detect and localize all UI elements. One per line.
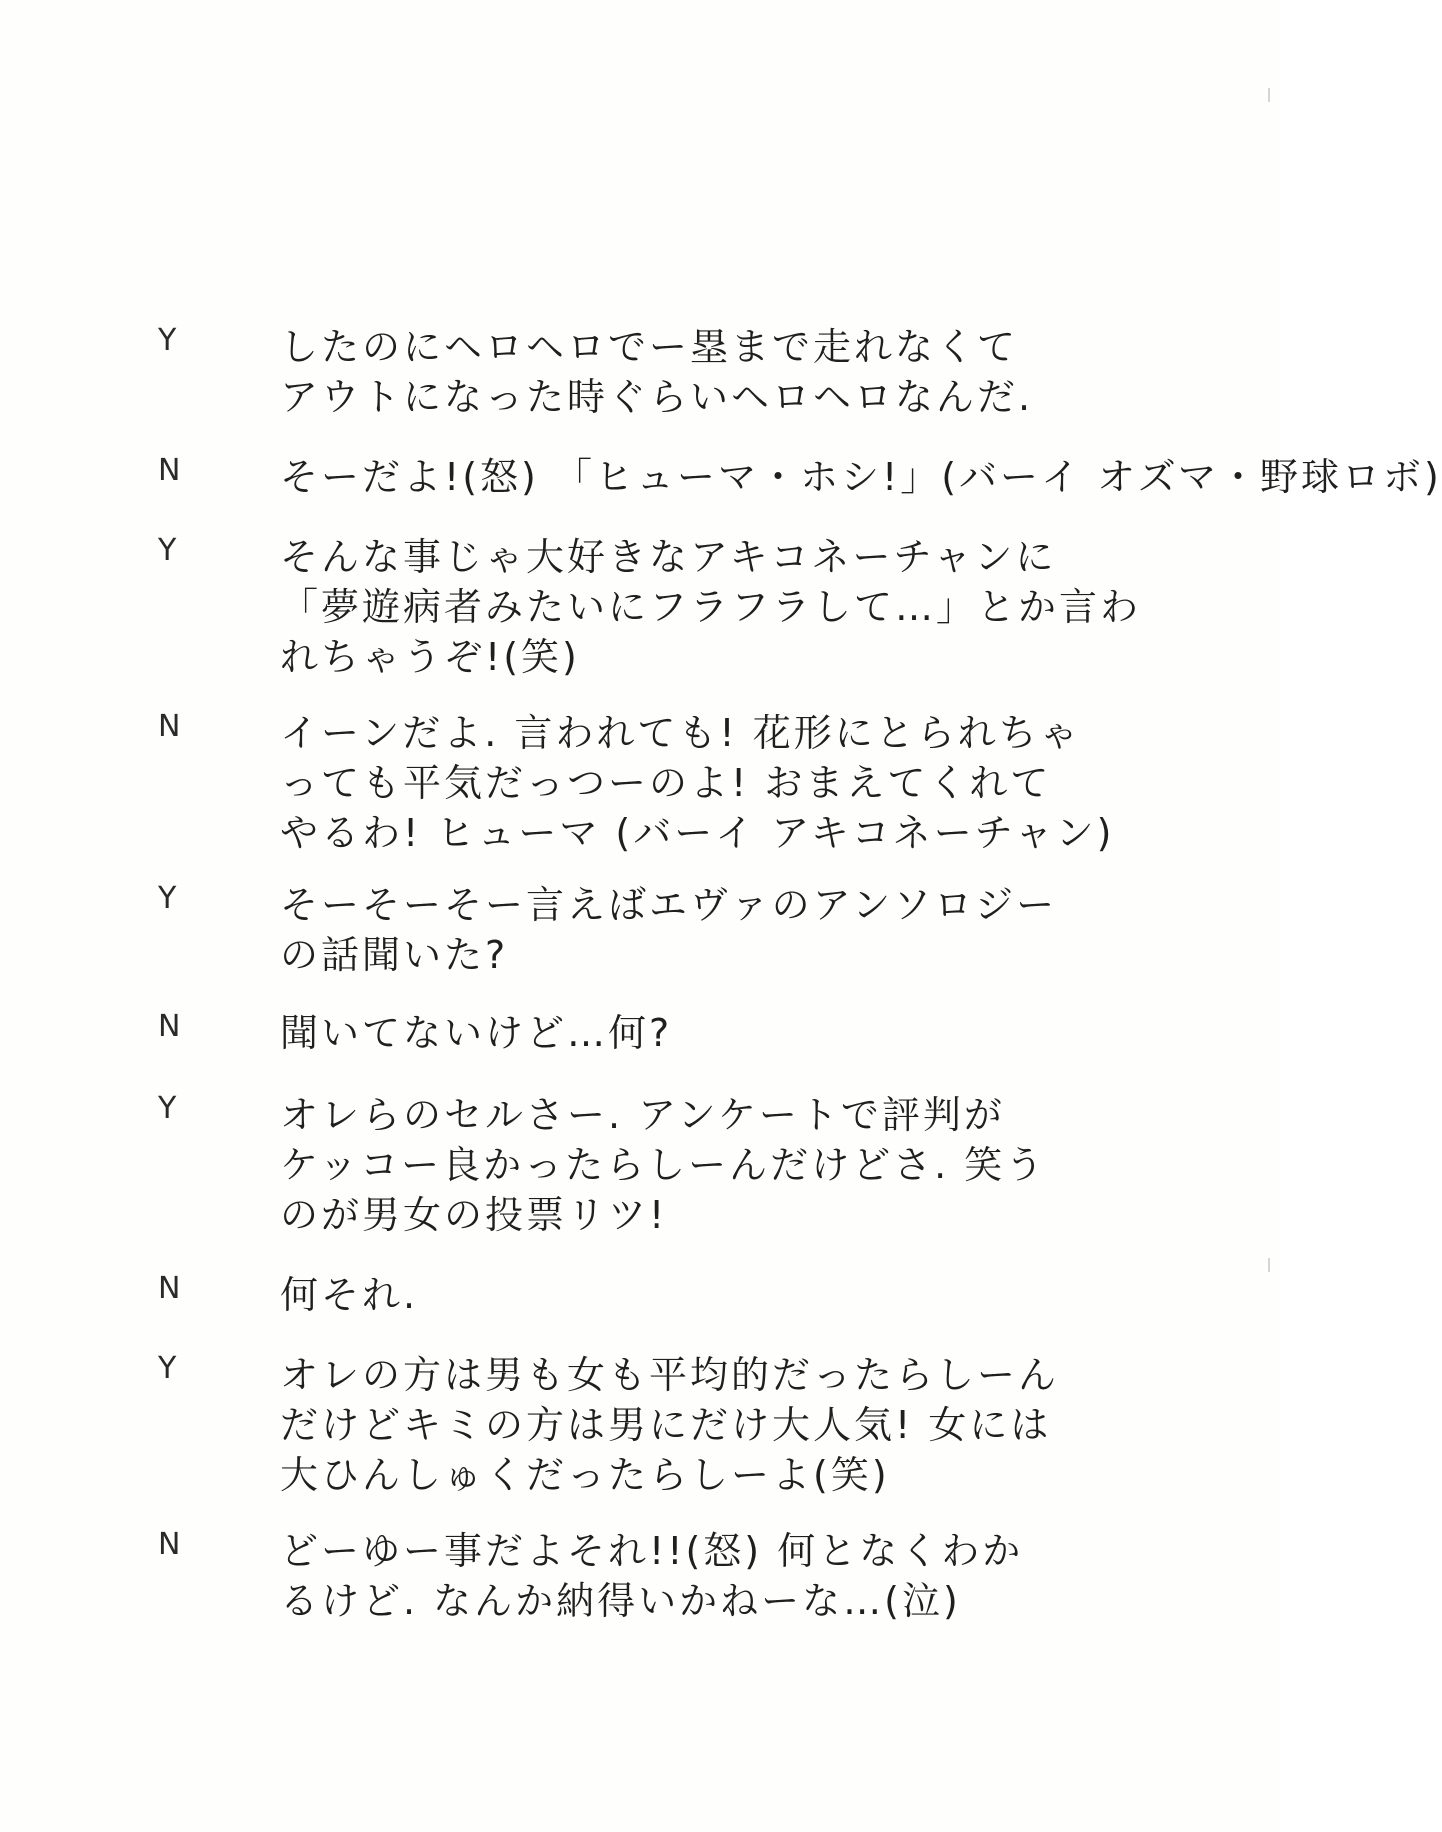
text-line: 何それ. [280,1273,419,1317]
text-line: 「夢遊病者みたいにフラフラして…」とか言わ [280,585,1142,629]
speaker-initial: Y [158,881,177,916]
text-line: 聞いてないけど…何? [280,1011,673,1055]
entry-text [280,1008,1260,1058]
entry-text [280,708,1260,858]
text-line: そーそーそー言えばエヴァのアンソロジー [280,883,1058,927]
text-line: オレの方は男も女も平均的だったらしーん [280,1353,1060,1397]
text-line: イーンだよ. 言われても! 花形にとられちゃ [280,711,1081,755]
speaker-initial: N [158,1271,181,1306]
page-edge-mark [1268,88,1270,102]
speaker-initial: N [158,1527,181,1562]
entry-text [280,322,1260,422]
text-line: るけど. なんか納得いかねーな…(泣) [280,1579,961,1623]
speaker-initial: Y [158,323,177,358]
text-line: ケッコー良かったらしーんだけどさ. 笑う [280,1143,1047,1187]
speaker-initial: N [158,709,181,744]
text-line: だけどキミの方は男にだけ大人気! 女には [280,1403,1052,1447]
speaker-initial: Y [158,1351,177,1386]
page-edge-mark [1268,1258,1270,1272]
text-line: 大ひんしゅくだったらしーよ(笑) [280,1453,890,1497]
speaker-initial: N [158,1009,181,1044]
text-line: れちゃうぞ!(笑) [280,635,580,679]
text-line: オレらのセルさー. アンケートで評判が [280,1093,1005,1137]
text-line: どーゆー事だよそれ!!(怒) 何となくわか [280,1529,1024,1573]
text-line: の話聞いた? [280,933,509,977]
text-line: そんな事じゃ大好きなアキコネーチャンに [280,535,1057,579]
text-line: やるわ! ヒューマ (バーイ アキコネーチャン) [280,811,1115,855]
entry-text [280,452,1442,502]
text-line: したのにヘロヘロでー塁まで走れなくて [280,325,1019,369]
speaker-initial: Y [158,533,177,568]
entry-text [280,880,1260,980]
text-line: そーだよ!(怒) 「ヒューマ・ホシ!」(バーイ オズマ・野球ロボ) [280,455,1442,499]
text-line: っても平気だっつーのよ! おまえてくれて [280,761,1052,805]
speaker-initial: Y [158,1091,177,1126]
speaker-initial: N [158,453,181,488]
text-line: アウトになった時ぐらいヘロヘロなんだ. [280,375,1034,419]
entry-text [280,1090,1260,1240]
entry-text [280,1526,1260,1626]
entry-text [280,1270,1260,1320]
entry-text [280,1350,1260,1500]
text-line: のが男女の投票リツ! [280,1193,668,1237]
entry-text [280,532,1260,682]
